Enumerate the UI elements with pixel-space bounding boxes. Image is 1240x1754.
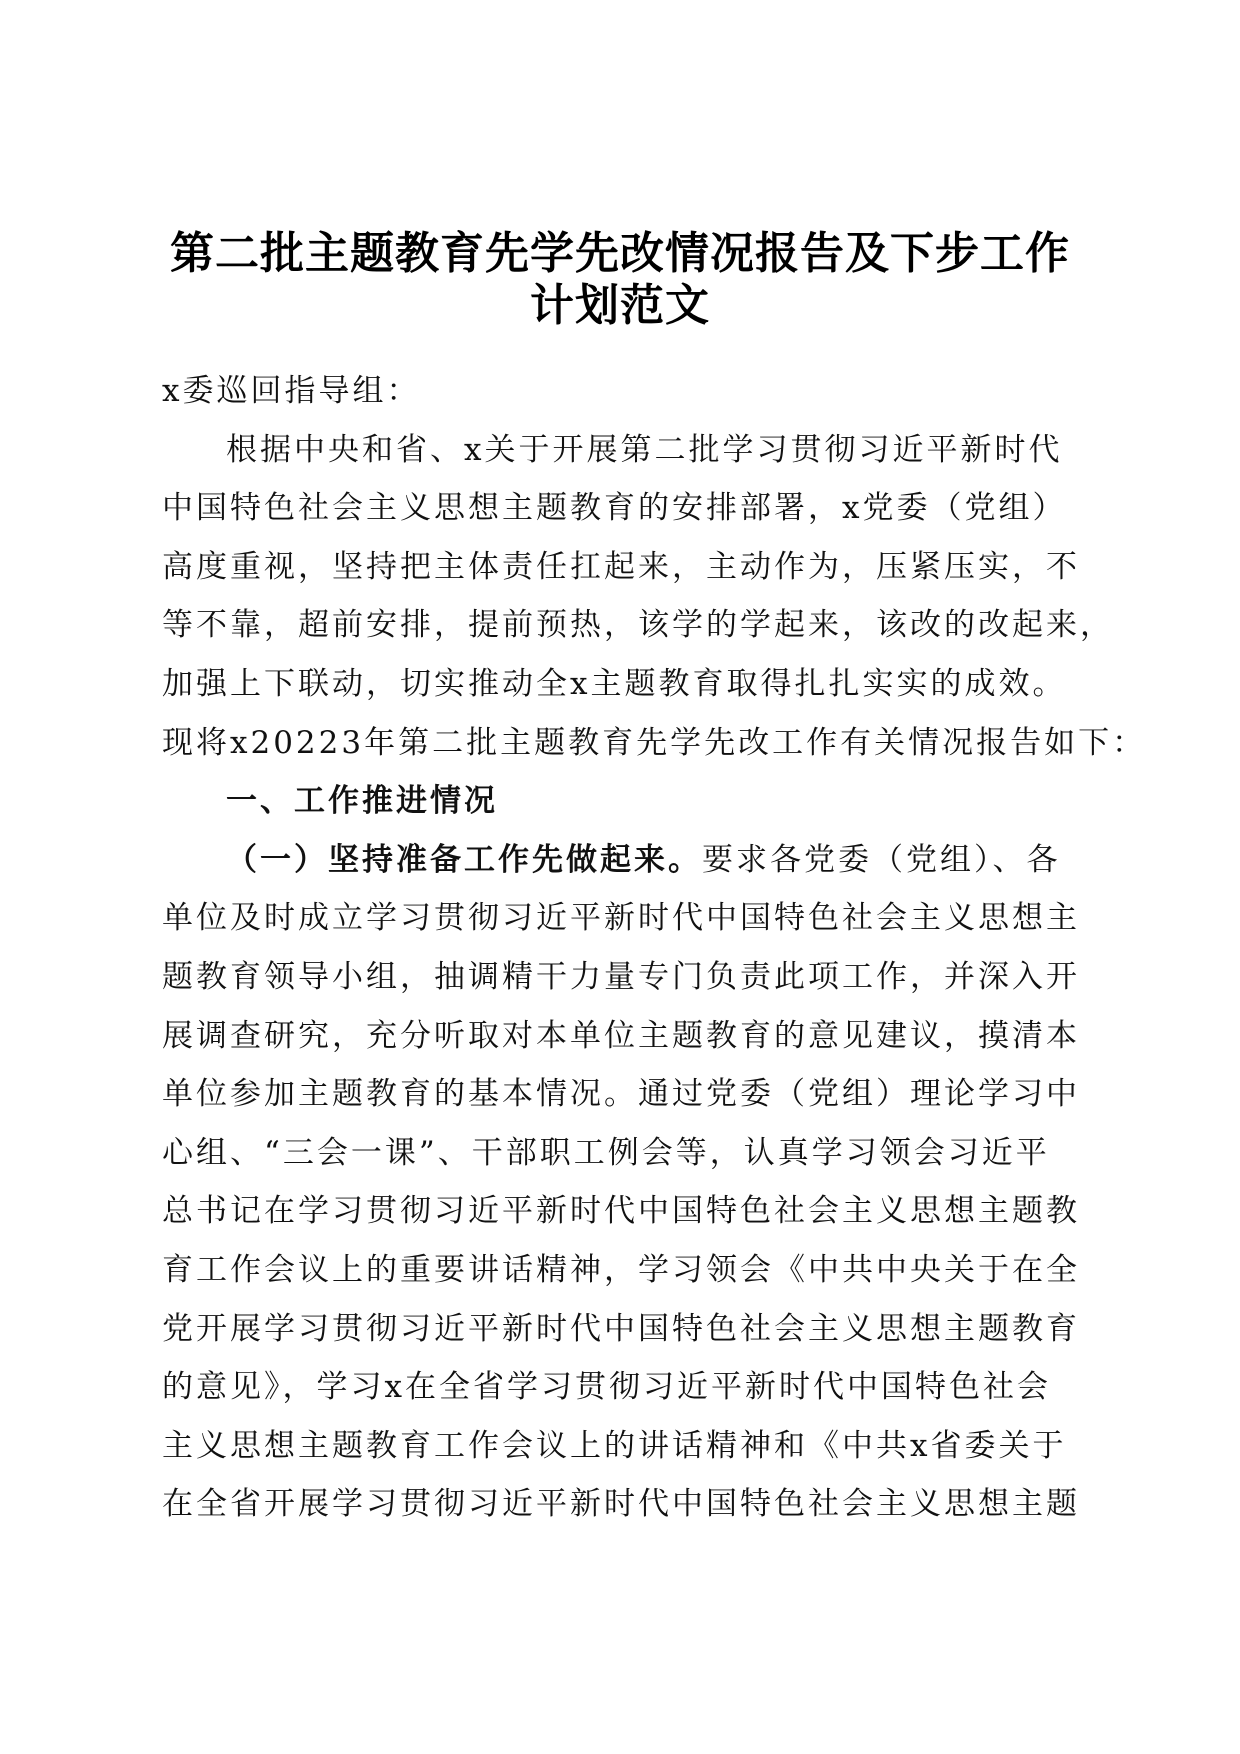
title-line-2: 计划范文 xyxy=(530,280,710,331)
intro-line: 根据中央和省、x关于开展第二批学习贯彻习近平新时代 xyxy=(226,431,1063,468)
subsection-line: 党开展学习贯彻习近平新时代中国特色社会主义思想主题教育 xyxy=(162,1310,1080,1347)
subsection-first-line xyxy=(162,831,1082,890)
document-title xyxy=(130,228,1110,332)
document-body xyxy=(162,362,1147,1534)
subsection-line: 题教育领导小组，抽调精干力量专门负责此项工作，并深入开 xyxy=(162,958,1080,995)
subsection-heading: （一）坚持准备工作先做起来。 xyxy=(226,841,702,878)
section-heading: 一、工作推进情况 xyxy=(226,783,498,820)
subsection-line: 总书记在学习贯彻习近平新时代中国特色社会主义思想主题教 xyxy=(162,1193,1080,1230)
subsection-first-line-rest: 要求各党委（党组）、各 xyxy=(702,841,1061,878)
subsection-line: 心组、“三会一课”、干部职工例会等，认真学习领会习近平 xyxy=(162,1134,1050,1171)
subsection-line: 在全省开展学习贯彻习近平新时代中国特色社会主义思想主题 xyxy=(162,1486,1080,1523)
title-line-1: 第二批主题教育先学先改情况报告及下步工作 xyxy=(170,228,1070,279)
intro-line: 中国特色社会主义思想主题教育的安排部署，x党委（党组） xyxy=(162,490,1067,527)
subsection-line: 单位参加主题教育的基本情况。通过党委（党组）理论学习中 xyxy=(162,1076,1080,1113)
intro-line: 加强上下联动，切实推动全x主题教育取得扎扎实实的成效。 xyxy=(162,665,1067,702)
subsection-line: 主义思想主题教育工作会议上的讲话精神和《中共x省委关于 xyxy=(162,1427,1067,1464)
subsection-line: 单位及时成立学习贯彻习近平新时代中国特色社会主义思想主 xyxy=(162,900,1080,937)
intro-line: 现将x20223年第二批主题教育先学先改工作有关情况报告如下： xyxy=(162,724,1147,761)
subsection-line: 育工作会议上的重要讲话精神，学习领会《中共中央关于在全 xyxy=(162,1251,1080,1288)
subsection-line: 的意见》，学习x在全省学习贯彻习近平新时代中国特色社会 xyxy=(162,1369,1051,1406)
salutation: x委巡回指导组： xyxy=(162,373,421,409)
subsection-line: 展调查研究，充分听取对本单位主题教育的意见建议，摸清本 xyxy=(162,1017,1080,1054)
intro-line: 等不靠，超前安排，提前预热，该学的学起来，该改的改起来， xyxy=(162,607,1114,644)
intro-line: 高度重视，坚持把主体责任扛起来，主动作为，压紧压实，不 xyxy=(162,548,1080,585)
